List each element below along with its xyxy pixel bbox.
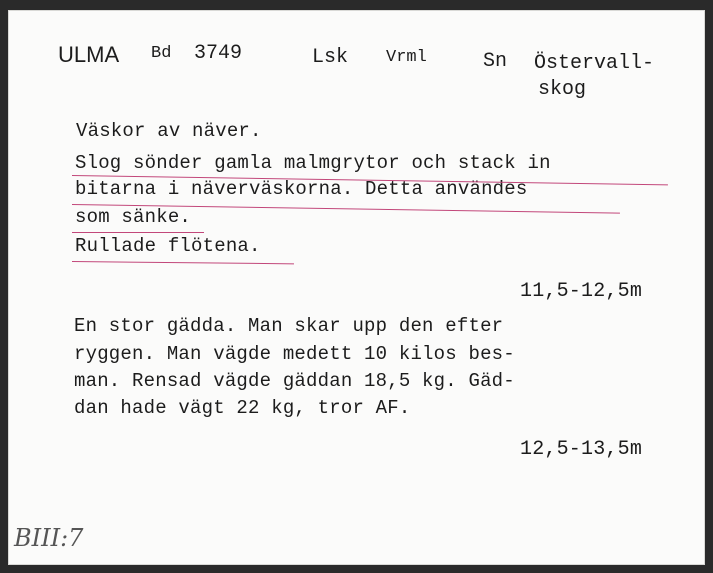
ref-number: 3749 [194,42,243,65]
landskap-value: Vrml [386,48,427,67]
section2-line: En stor gädda. Man skar upp den efter [74,315,504,337]
section2-line: dan hade vägt 22 kg, tror AF. [74,397,411,419]
socken-label: Sn [483,50,508,73]
handwritten-code: BIII:7 [14,524,84,552]
section2-depth: 12,5-13,5m [520,438,643,461]
section1-line: bitarna i näverväskorna. Detta användes [75,178,528,200]
landskap-label: Lsk [312,46,349,69]
section1-line: som sänke. [75,206,192,228]
section1-line: Rullade flötena. [75,235,261,257]
section2-line: ryggen. Man vägde medett 10 kilos bes- [74,343,515,365]
section1-line: Väskor av näver. [76,120,262,142]
section2-line: man. Rensad vägde gäddan 18,5 kg. Gäd- [74,370,515,392]
socken-value-line2: skog [538,78,587,101]
underline [72,261,294,264]
socken-value-line1: Östervall- [534,52,655,75]
index-card [8,10,705,565]
section1-depth: 11,5-12,5m [520,280,643,303]
section1-line: Slog sönder gamla malmgrytor och stack in [75,152,551,174]
archive-name: ULMA [58,42,120,67]
ref-prefix: Bd [151,44,172,63]
underline [72,232,204,233]
